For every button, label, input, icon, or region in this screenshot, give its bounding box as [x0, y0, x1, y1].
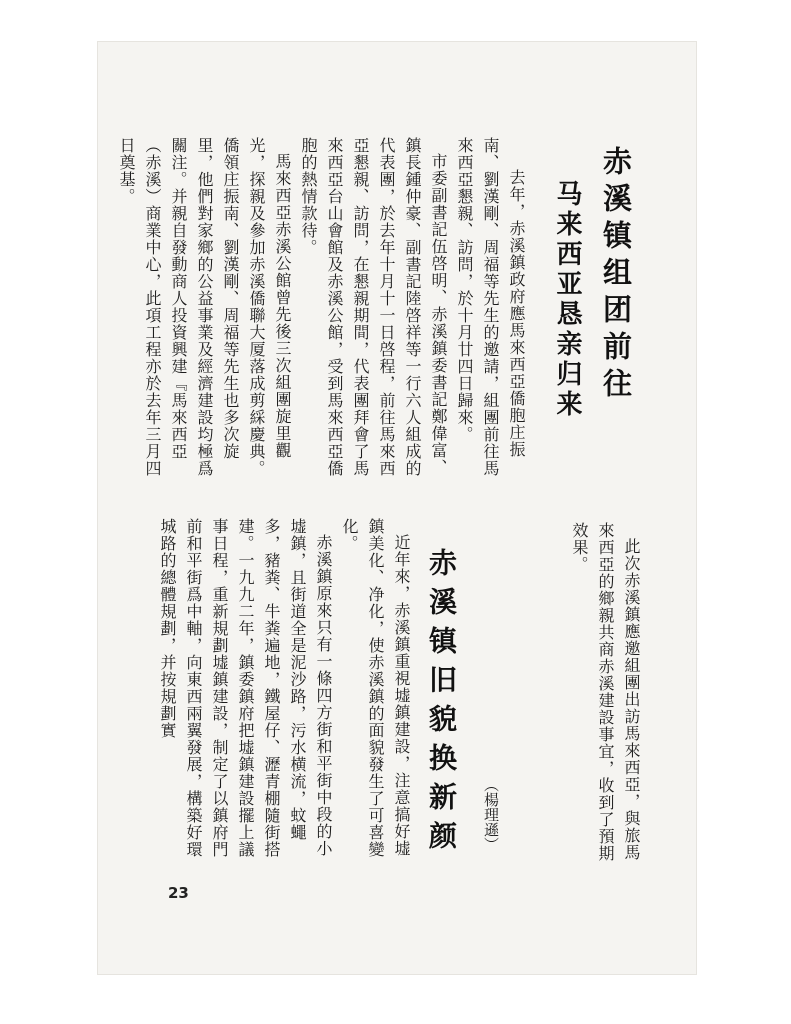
article1-title-line2: 马来西亚恳亲归来 — [552, 180, 582, 420]
article2-paragraph-2: 赤溪鎮原來只有一條四方街和平街中段的小墟鎮，且街道全是泥沙路，污水横流，蚊蠅多，豬粪、牛粪遍地，鐵屋仔、瀝青棚隨街搭建。一九九二年，鎮委鎮府把墟鎮建設擺上議事日程，重新規劃墟鎮建設，制定了以鎮府門前和平街爲中軸，向東西兩翼發展，構築好環城路的總體規劃，并按規劃實 — [158, 518, 333, 858]
article2-paragraph-1: 近年來，赤溪鎮重視墟鎮建設，注意搞好墟鎮美化、净化，使赤溪鎮的面貌發生了可喜變化。 — [340, 518, 411, 858]
article1-paragraph-3: 馬來西亞赤溪公館曾先後三次組團旋里觀光，探親及參加赤溪僑聯大厦落成剪綵慶典。僑領庄振南、劉漢剛、周福等先生也多次旋里，他們對家鄉的公益事業及經濟建設均極爲關注。并親自發動商人投資興建『馬來西亞（赤溪）商業中心，此項工程亦於去年三月四日奠基。 — [117, 137, 292, 477]
article1-paragraph-1: 去年，赤溪鎮政府應馬來西亞僑胞庄振南、劉漢剛、周福等先生的邀請，組團前往馬來西亞懇親、訪問，於十月廿四日歸來。 — [455, 137, 526, 477]
article1-title-line1: 赤溪镇组团前往 — [599, 146, 633, 405]
article1-body — [117, 137, 529, 489]
article2-body — [154, 518, 414, 870]
article1-paragraph-4: 此次赤溪鎮應邀組團出訪馬來西亞，與旅馬來西亞的鄉親共商赤溪建設事宜，收到了預期效果。 — [570, 522, 641, 862]
page-sheet — [98, 42, 696, 974]
article1-paragraph-2: 市委副書記伍啓明、赤溪鎮委書記鄭偉富、鎮長鍾仲豪、副書記陸啓祥等一行六人組成的代表團，於去年十月十一日啓程，前往馬來西亞懇親、訪問，在懇親期間，代表團拜會了馬來西亞台山會館及赤溪公館，受到馬來西亞僑胞的熱情款待。 — [299, 137, 448, 477]
page-number: 23 — [168, 884, 189, 902]
article2-title: 赤溪镇旧貌换新颜 — [425, 548, 458, 860]
article1-tail — [534, 522, 644, 862]
article1-author: （楊理遜） — [482, 777, 500, 852]
